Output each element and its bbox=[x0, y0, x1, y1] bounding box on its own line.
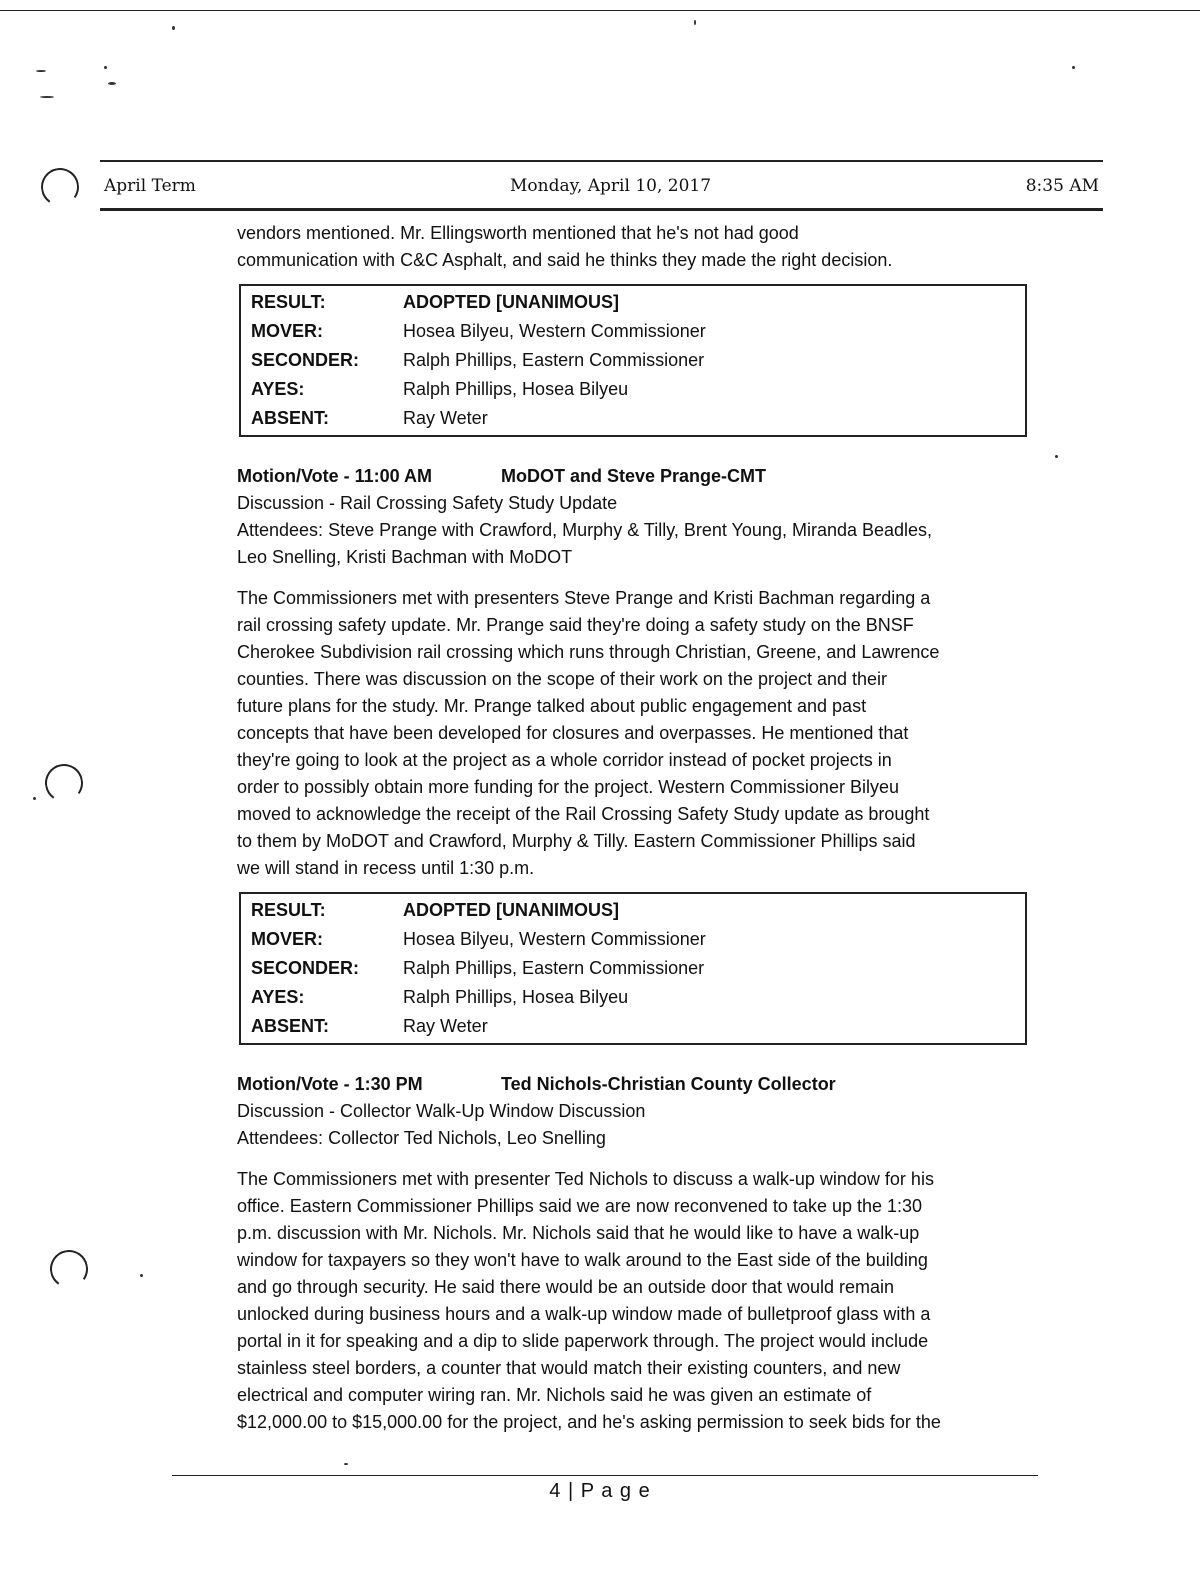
text-line: p.m. discussion with Mr. Nichols. Mr. Nichols said that he would like to have a walk-up bbox=[237, 1223, 920, 1243]
scan-speck bbox=[36, 70, 46, 72]
vote-row-ayes bbox=[251, 983, 1025, 1012]
section-body bbox=[237, 1166, 1037, 1436]
text-line: electrical and computer wiring ran. Mr. Nichols said he was given an estimate of bbox=[237, 1385, 872, 1405]
vote-row-seconder bbox=[251, 346, 1025, 375]
vote-label: AYES: bbox=[251, 379, 305, 399]
header-term: April Term bbox=[104, 176, 196, 196]
text-line: counties. There was discussion on the scope of their work on the project and their bbox=[237, 669, 888, 689]
attendees-line: Attendees: Collector Ted Nichols, Leo Snelling bbox=[237, 1128, 606, 1148]
scan-speck bbox=[108, 82, 116, 85]
vote-label: RESULT: bbox=[251, 292, 326, 312]
attendees-line: Attendees: Steve Prange with Crawford, Murphy & Tilly, Brent Young, Miranda Beadles, bbox=[237, 520, 933, 540]
intro-paragraph bbox=[237, 220, 1037, 274]
scan-speck bbox=[694, 20, 696, 25]
vote-value: Ray Weter bbox=[403, 1016, 488, 1036]
attendees-line: Leo Snelling, Kristi Bachman with MoDOT bbox=[237, 547, 573, 567]
text-line: portal in it for speaking and a dip to slide paperwork through. The project would include bbox=[237, 1331, 929, 1351]
text-line: and go through security. He said there would be an outside door that would remain bbox=[237, 1277, 895, 1297]
vote-result-box-2 bbox=[239, 892, 1027, 1045]
text-line: moved to acknowledge the receipt of the Rail Crossing Safety Study update as brought bbox=[237, 804, 930, 824]
text-line: communication with C&C Asphalt, and said he thinks they made the right decision. bbox=[237, 250, 893, 270]
vote-row-absent bbox=[251, 404, 1025, 433]
vote-value: ADOPTED [UNANIMOUS] bbox=[403, 900, 619, 920]
vote-row-absent bbox=[251, 1012, 1025, 1041]
vote-label: MOVER: bbox=[251, 929, 323, 949]
vote-label: RESULT: bbox=[251, 900, 326, 920]
punch-hole bbox=[47, 1247, 91, 1291]
scan-top-edge bbox=[0, 10, 1200, 11]
text-line: unlocked during business hours and a walk-up window made of bulletproof glass with a bbox=[237, 1304, 931, 1324]
vote-result-box-1 bbox=[239, 284, 1027, 437]
vote-value: Ralph Phillips, Eastern Commissioner bbox=[403, 958, 705, 978]
text-line: Cherokee Subdivision rail crossing which runs through Christian, Greene, and Lawrence bbox=[237, 642, 940, 662]
text-line: vendors mentioned. Mr. Ellingsworth mentioned that he's not had good bbox=[237, 223, 799, 243]
text-line: window for taxpayers so they won't have to walk around to the East side of the building bbox=[237, 1250, 928, 1270]
section-time-label: Motion/Vote - 1:30 PM bbox=[237, 1074, 423, 1094]
vote-label: ABSENT: bbox=[251, 408, 330, 428]
text-line: to them by MoDOT and Crawford, Murphy & Tilly. Eastern Commissioner Phillips said bbox=[237, 831, 916, 851]
vote-label: MOVER: bbox=[251, 321, 323, 341]
running-header bbox=[100, 160, 1103, 211]
vote-row-mover bbox=[251, 925, 1025, 954]
section-heading bbox=[237, 463, 1037, 490]
vote-label: ABSENT: bbox=[251, 1016, 330, 1036]
header-time: 8:35 AM bbox=[1025, 176, 1099, 196]
vote-row-ayes bbox=[251, 375, 1025, 404]
scan-speck bbox=[104, 66, 107, 69]
vote-row-seconder bbox=[251, 954, 1025, 983]
vote-label: SECONDER: bbox=[251, 958, 360, 978]
agenda-section-2 bbox=[237, 1071, 1037, 1436]
vote-value: ADOPTED [UNANIMOUS] bbox=[403, 292, 619, 312]
text-line: future plans for the study. Mr. Prange talked about public engagement and past bbox=[237, 696, 867, 716]
header-date: Monday, April 10, 2017 bbox=[510, 176, 712, 196]
scan-speck bbox=[1055, 455, 1058, 458]
section-title: Ted Nichols-Christian County Collector bbox=[501, 1074, 836, 1094]
page-content bbox=[237, 220, 1037, 1436]
text-line: rail crossing safety update. Mr. Prange said they're doing a safety study on the BNSF bbox=[237, 615, 914, 635]
page-number: 4 | P a g e bbox=[549, 1480, 651, 1502]
section-body bbox=[237, 585, 1037, 882]
scan-speck bbox=[140, 1274, 143, 1277]
text-line: order to possibly obtain more funding for the project. Western Commissioner Bilyeu bbox=[237, 777, 899, 797]
text-line: $12,000.00 to $15,000.00 for the project, and he's asking permission to seek bids for the bbox=[237, 1412, 941, 1432]
section-heading bbox=[237, 1071, 1037, 1098]
punch-hole bbox=[38, 165, 82, 209]
scan-speck bbox=[1072, 66, 1075, 69]
section-title: MoDOT and Steve Prange-CMT bbox=[501, 466, 767, 486]
vote-value: Ralph Phillips, Hosea Bilyeu bbox=[403, 987, 629, 1007]
vote-value: Hosea Bilyeu, Western Commissioner bbox=[403, 321, 706, 341]
vote-value: Ray Weter bbox=[403, 408, 488, 428]
text-line: office. Eastern Commissioner Phillips said we are now reconvened to take up the 1:30 bbox=[237, 1196, 923, 1216]
agenda-section-1 bbox=[237, 463, 1037, 882]
text-line: stainless steel borders, a counter that would match their existing counters, and new bbox=[237, 1358, 901, 1378]
vote-value: Ralph Phillips, Eastern Commissioner bbox=[403, 350, 705, 370]
vote-label: SECONDER: bbox=[251, 350, 360, 370]
vote-row-mover bbox=[251, 317, 1025, 346]
discussion-line: Discussion - Rail Crossing Safety Study Update bbox=[237, 493, 618, 513]
scan-speck bbox=[172, 26, 175, 30]
text-line: we will stand in recess until 1:30 p.m. bbox=[237, 858, 535, 878]
vote-value: Ralph Phillips, Hosea Bilyeu bbox=[403, 379, 629, 399]
vote-label: AYES: bbox=[251, 987, 305, 1007]
section-time-label: Motion/Vote - 11:00 AM bbox=[237, 466, 433, 486]
vote-row-result bbox=[251, 896, 1025, 925]
scan-speck bbox=[33, 797, 36, 800]
text-line: The Commissioners met with presenter Ted Nichols to discuss a walk-up window for his bbox=[237, 1169, 934, 1189]
punch-hole bbox=[42, 761, 86, 805]
text-line: concepts that have been developed for closures and overpasses. He mentioned that bbox=[237, 723, 909, 743]
text-line: The Commissioners met with presenters Steve Prange and Kristi Bachman regarding a bbox=[237, 588, 931, 608]
scan-speck bbox=[40, 96, 54, 98]
scan-speck bbox=[344, 1463, 348, 1465]
vote-value: Hosea Bilyeu, Western Commissioner bbox=[403, 929, 706, 949]
vote-row-result bbox=[251, 288, 1025, 317]
discussion-line: Discussion - Collector Walk-Up Window Discussion bbox=[237, 1101, 646, 1121]
text-line: they're going to look at the project as a whole corridor instead of pocket projects in bbox=[237, 750, 892, 770]
footer-divider bbox=[172, 1475, 1038, 1476]
